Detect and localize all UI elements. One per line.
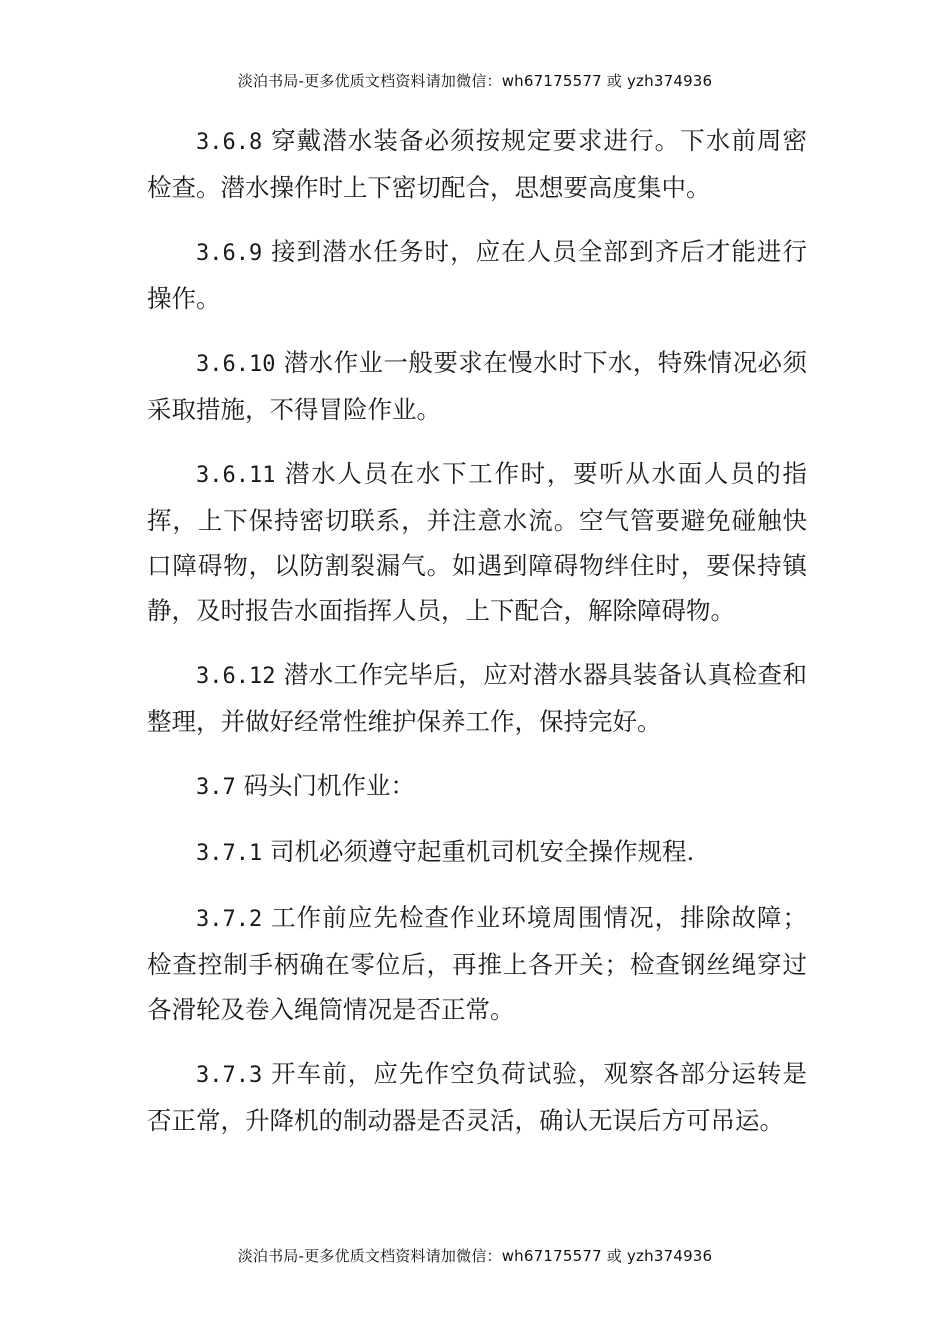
clause-text: 工作前应先检查作业环境周围情况，排除故障；检查控制手柄确在零位后，再推上各开关；检查钢丝绳穿过各滑轮及卷入绳筒情况是否正常。 bbox=[147, 903, 807, 1024]
clause-number: 3.6.12 bbox=[196, 664, 276, 689]
clause-text: 开车前，应先作空负荷试验，观察各部分运转是否正常，升降机的制动器是否灵活，确认无误后方可吊运。 bbox=[147, 1059, 807, 1135]
clause-text: 码头门机作业： bbox=[235, 771, 416, 800]
paragraph-3-6-11 bbox=[147, 451, 807, 633]
paragraph-3-7-2 bbox=[147, 895, 807, 1032]
paragraph-3-6-9 bbox=[147, 229, 807, 321]
page-header: 淡泊书局-更多优质文档资料请加微信：wh67175577 或 yzh374936 bbox=[237, 72, 713, 90]
clause-text: 潜水作业一般要求在慢水时下水，特殊情况必须采取措施，不得冒险作业。 bbox=[147, 348, 807, 424]
paragraph-3-7-1 bbox=[147, 829, 807, 876]
section-heading-3-7 bbox=[147, 763, 807, 810]
document-body bbox=[147, 118, 807, 1162]
clause-text: 穿戴潜水装备必须按规定要求进行。下水前周密检查。潜水操作时上下密切配合，思想要高度集中。 bbox=[147, 126, 807, 202]
clause-number: 3.6.8 bbox=[196, 130, 263, 155]
paragraph-3-6-8 bbox=[147, 118, 807, 210]
clause-number: 3.6.9 bbox=[196, 241, 263, 266]
clause-number: 3.7.2 bbox=[196, 907, 263, 932]
paragraph-3-6-12 bbox=[147, 652, 807, 744]
page-footer: 淡泊书局-更多优质文档资料请加微信：wh67175577 或 yzh374936 bbox=[237, 1247, 713, 1265]
clause-number: 3.7.3 bbox=[196, 1063, 263, 1088]
clause-number: 3.6.10 bbox=[196, 352, 276, 377]
paragraph-3-7-3 bbox=[147, 1051, 807, 1143]
clause-text: 潜水工作完毕后，应对潜水器具装备认真检查和整理，并做好经常性维护保养工作，保持完好。 bbox=[147, 660, 807, 736]
clause-number: 3.6.11 bbox=[196, 463, 276, 488]
clause-text: 潜水人员在水下工作时，要听从水面人员的指挥，上下保持密切联系，并注意水流。空气管要避免碰触快口障碍物，以防割裂漏气。如遇到障碍物绊住时，要保持镇静，及时报告水面指挥人员，上下配合，解除障碍物。 bbox=[147, 459, 807, 625]
clause-number: 3.7 bbox=[196, 775, 236, 800]
paragraph-3-6-10 bbox=[147, 340, 807, 432]
clause-text: 接到潜水任务时，应在人员全部到齐后才能进行操作。 bbox=[147, 237, 807, 313]
clause-text: 司机必须遵守起重机司机安全操作规程. bbox=[262, 837, 695, 866]
clause-number: 3.7.1 bbox=[196, 841, 263, 866]
